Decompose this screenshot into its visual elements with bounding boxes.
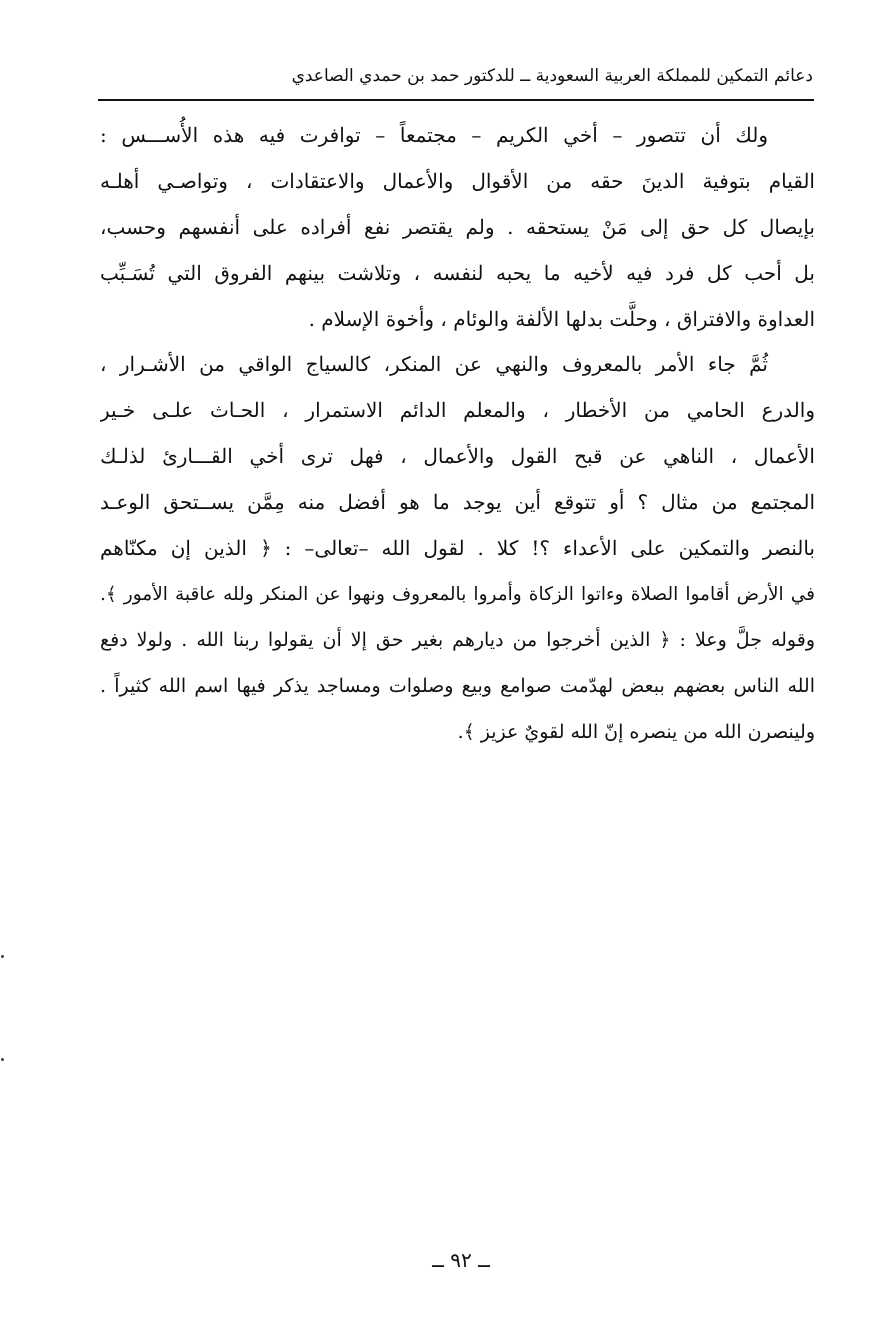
paragraph-line: القيام بتوفية الدينَ حقه من الأقوال والأعمال والاعتقادات ، وتواصـي أهلـه	[100, 168, 815, 193]
quran-verse-line: في الأرض أقاموا الصلاة وءاتوا الزكاة وأمروا بالمعروف ونهوا عن المنكر ولله عاقبة الأمور ﴾.	[100, 583, 815, 605]
paragraph-line: ثُمَّ جاء الأمر بالمعروف والنهي عن المنكر، كالسياج الواقي من الأشـرار ،	[100, 352, 768, 377]
paragraph-line: والدرع الحامي من الأخطار ، والمعلم الدائم الاستمرار ، الحـاث علـى خـير	[100, 398, 815, 423]
paragraph-line: المجتمع من مثال ؟ أو تتوقع أين يوجد ما هو أفضل منه مِمَّن يســتحق الوعـد	[100, 490, 815, 515]
header-rule	[98, 99, 814, 101]
quran-verse-line: الله الناس بعضهم ببعض لهدّمت صوامع وبيع وصلوات ومساجد يذكر فيها اسم الله كثيراً .	[100, 674, 815, 697]
page-number: ــ ٩٢ ــ	[432, 1248, 490, 1272]
paragraph-line: بل أحب كل فرد فيه لأخيه ما يحبه لنفسه ، وتلاشت بينهم الفروق التي تُسَـبِّب	[100, 260, 815, 285]
scan-speck	[1, 1058, 4, 1061]
paragraph-line: الأعمال ، الناهي عن قبح القول والأعمال ، فهل ترى أخي القـــارئ لذلـك	[100, 444, 815, 469]
paragraph-line: بإيصال كل حق إلى مَنْ يستحقه . ولم يقتصر نفع أفراده على أنفسهم وحسب،	[100, 214, 815, 239]
quran-verse-line: وقوله جلَّ وعلا : ﴿ الذين أخرجوا من ديارهم بغير حق إلا أن يقولوا ربنا الله . ولولا دفع	[100, 628, 815, 651]
quran-verse-line: ولينصرن الله من ينصره إنّ الله لقويٌ عزيز ﴾.	[457, 720, 815, 743]
scan-speck	[1, 955, 4, 958]
paragraph-line: العداوة والافتراق ، وحلَّت بدلها الألفة والوئام ، وأخوة الإسلام .	[308, 306, 815, 331]
paragraph-line: ولك أن تتصور – أخي الكريم – مجتمعاً – توافرت فيه هذه الأُســـس :	[100, 123, 768, 147]
body-text	[100, 113, 815, 755]
paragraph-line: بالنصر والتمكين على الأعداء ؟! كلا . لقول الله –تعالى– : ﴿ الذين إن مكنّاهم	[100, 536, 815, 561]
running-header: دعائم التمكين للمملكة العربية السعودية ــ للدكتور حمد بن حمدي الصاعدي	[291, 66, 813, 86]
